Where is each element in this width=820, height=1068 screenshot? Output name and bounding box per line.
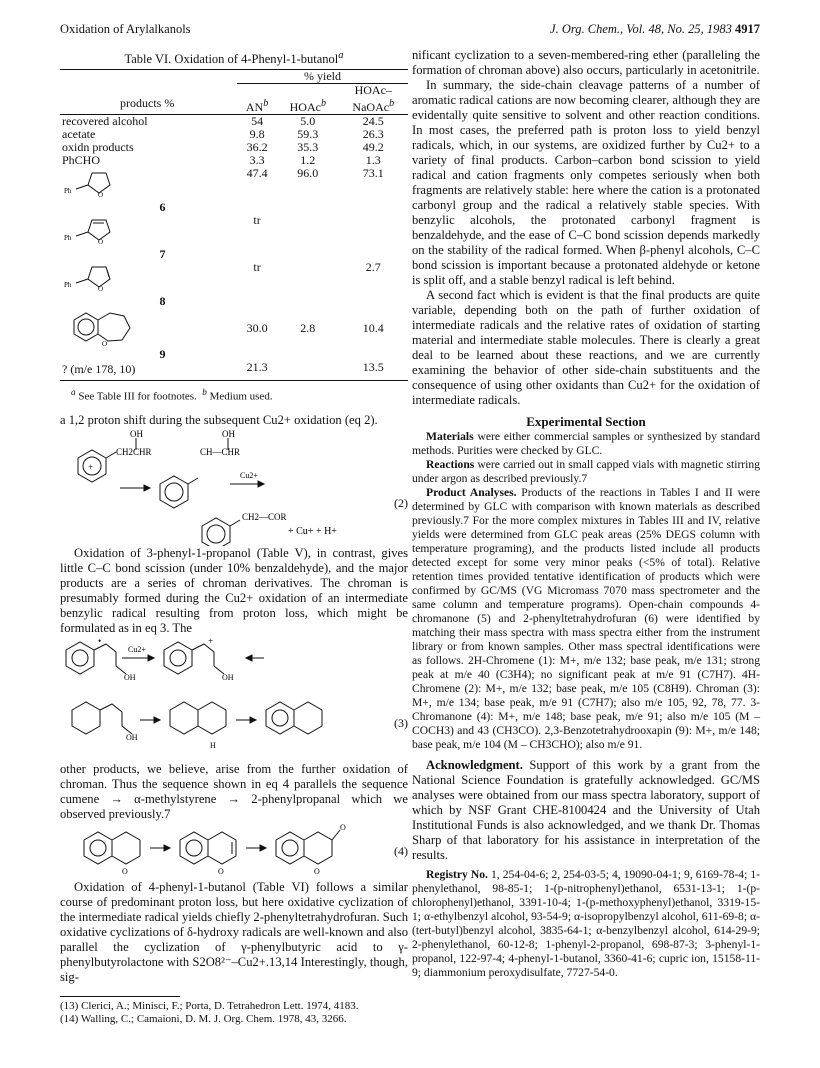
svg-text:+: + (88, 461, 94, 472)
svg-text:O: O (122, 866, 128, 876)
references (60, 996, 408, 1026)
table-footnotes: $^a$ See Table III for footnotes. $^b$ Medium used. (71, 387, 273, 403)
paragraph: Oxidation of 3-phenyl-1-propanol (Table V), in contrast, gives little C–C bond scission (under 10% benzaldehyde), and the major products are a series of chroman derivatives. The chroman is presumably formed during the Cu2+ oxidation of an intermediate benzylic radical resulting from proton loss, which might be formulated as in eq 3. The (60, 545, 408, 635)
svg-text:CH2CHR: CH2CHR (116, 446, 152, 457)
svg-text:H: H (210, 740, 216, 750)
equation-3-diagram (60, 636, 408, 762)
svg-text:Ph: Ph (64, 234, 72, 243)
table-title: Table VI. Oxidation of 4-Phenyl-1-butanol$^a$ (124, 50, 344, 67)
svg-text:O: O (98, 285, 104, 294)
paragraph: A second fact which is evident is that the final products are quite variable, depending both on the path of further oxidation of intermediate radicals and the relative rates of oxidation of starting material and intermediate stable molecules. There is clearly a great deal to be learned about these reactions, and we are currently examining the behavior of other side-chain substituents and the consequence of using other oxidants than Cu2+ for the oxidation of intermediate radicals. (412, 288, 760, 407)
equation-number: (2) (394, 495, 408, 510)
col-header-hoac: HOAc$^b$ (289, 98, 326, 115)
structure-6-diagram (62, 167, 132, 199)
paragraph: Oxidation of 4-phenyl-1-butanol (Table VI) follows a similar course of predominant proton loss, but here oxidative cyclization of the intermediate radical yields chiefly 2-phenyltetrahydrofuran. Such oxidative cyclizations of δ-hydroxy radicals are well-known and also parallel the cyclization of γ-phenylbutyric acid to γ-phenylbutyrolactone with S2O8²⁻–Cu2+.13,14 Interestingly, though, sig- (60, 879, 408, 984)
col-header-an: $AN^b$ (245, 98, 269, 115)
svg-text:CH—CHR: CH—CHR (200, 446, 241, 457)
table-row: PhCHO 3.3 1.2 1.3 (62, 153, 381, 168)
running-header-right (550, 22, 760, 37)
paragraph: Reactions were carried out in small capped vials with magnetic stirring under argon as described previously.7 (412, 458, 760, 485)
running-header-left: Oxidation of Arylalkanols (60, 22, 191, 36)
svg-text:Cu2+: Cu2+ (240, 470, 258, 480)
svg-text:O: O (340, 822, 346, 832)
table-6 (60, 69, 408, 381)
paragraph: other products, we believe, arise from the further oxidation of chroman. Thus the sequence shown in eq 4 parallels the sequence cumene → α-methylstyrene → 2-phenylpropanal which we observed previously.7 (60, 761, 408, 821)
equation-3 (60, 636, 408, 762)
paragraph: Product Analyses. Products of the reactions in Tables I and II were determined by GLC with comparison with known materials as described previously.7 For the more complex mixtures in Tables III and IV, relative yields were determined from GLC peak areas (25% DEGS column with temperature programing), and the products listed include all products detected except for some very minor peaks (<5% of total). Relative retention times provided tentative identification of products which were confirmed by GC/MS (VG Micromass 7070 mass spectrometer and the same column and temperature programs). Open-chain compounds 4-chromanone (5) and 2-phenyltetrahydrofuran (6) were identified by matching their mass spectra with mass spectra either from the instrument library or from known samples. Other mass spectral identifications were as follows. 2H-Chromene (1): M+, m/e 132; base peak, m/e 131; strong peak at m/e 40 (C3H4); no significant peak at m/e 91 (C7H7). 4H-Chromene (2): M+, m/e 132; base peak, m/e 105 (C8H9). Chroman (3): M+, m/e 134; base peak, m/e 91 (C7H7); also m/e 105, 92, 78, 77. 3-Chromanone (4): M+, m/e 148; base peak, m/e 91; also m/e 105 (M – COCH3) and 43 (CH3CO). 2,3-Benzotetrahydrooxapin (9): M+, m/e 148; base peak, m/e 104 (M – CH3CHO); also m/e 91. (412, 486, 760, 751)
svg-text:OH: OH (130, 428, 143, 439)
equation-2 (60, 428, 408, 546)
svg-text:•: • (98, 635, 102, 646)
equation-4 (60, 822, 408, 880)
reference-item: (14) Walling, C.; Camaioni, D. M. J. Org. Chem. 1978, 43, 3266. (60, 1013, 347, 1025)
structure-9-diagram (62, 308, 162, 348)
reference-item: (13) Clerici, A.; Minisci, F.; Porta, D. Tetrahedron Lett. 1974, 4183. (60, 1000, 359, 1012)
structure-label: 6 (159, 200, 166, 215)
equation-number: (4) (394, 843, 408, 858)
col-header-products: products % (120, 96, 175, 111)
paragraph: a 1,2 proton shift during the subsequent Cu2+ oxidation (eq 2). (60, 412, 378, 427)
svg-text:OH: OH (222, 428, 235, 439)
paragraph: In summary, the side-chain cleavage patterns of a number of aromatic radical cations are now becoming clearer, although they are evidentally quite sensitive to solvent and other reaction conditions. In most cases, the preferred path is proton loss to yield benzyl radicals, which, in our systems, are oxidized further by Cu2+ to a variety of final products. Carbon–carbon bond scission to yield radical and cation fragments only competes seriously when both fragments are relatively stable: here where the cation is a protonated carbonyl group and the radical a relatively stable species. With benzylic alcohols, the protonated carbonyl fragment is benzaldehyde, and the ease of C–C bond scission depends markedly on the stability of the radical formed. When β-phenyl alcohols, C–C bond scission is important because a protonated aldehyde or ketone is split off, and a stable benzyl radical is left behind. (412, 78, 760, 287)
structure-7-diagram (62, 214, 132, 246)
svg-text:Ph: Ph (64, 187, 72, 196)
right-column (412, 48, 760, 980)
yield-header: % yield (237, 70, 408, 84)
table-row: ? (m/e 178, 10) 21.3 13.5 (60, 361, 408, 381)
table-row: recovered alcohol 54 5.0 24.5 (62, 114, 384, 129)
svg-text:OH: OH (124, 672, 136, 682)
table-row: oxidn products 36.2 35.3 49.2 (62, 140, 384, 155)
svg-text:O: O (98, 238, 104, 247)
svg-text:Ph: Ph (64, 281, 72, 290)
table-row: O Ph 47.4 96.0 73.1 (64, 166, 384, 200)
equation-2-diagram (60, 428, 408, 546)
paragraph: Materials were either commercial samples or synthesized by standard methods. Purities were checked by GLC. (412, 430, 760, 457)
paragraph: Acknowledgment. Support of this work by a grant from the National Science Foundation is gratefully acknowledged. GC/MS analyses were obtained from our mass spectra laboratory, support of which by NSF Grant CHE-8100424 and the University of Utah Institutional Funds is also acknowledged, and we thank Dr. Thomas Sharp of that laboratory for his assistance in interpretation of the results. (412, 758, 760, 862)
left-column (60, 48, 408, 985)
col-header-naoac-1: HOAc– (354, 83, 392, 98)
table-row: acetate 9.8 59.3 26.3 (62, 127, 384, 142)
svg-text:+ Cu+ + H+: + Cu+ + H+ (288, 525, 337, 537)
svg-text:CH2—COR: CH2—COR (242, 511, 287, 522)
svg-text:O: O (98, 191, 104, 200)
svg-text:OH: OH (126, 732, 138, 742)
svg-text:O: O (314, 866, 320, 876)
svg-text:OH: OH (222, 672, 234, 682)
equation-number: (3) (394, 715, 408, 730)
structure-label: 9 (159, 347, 166, 362)
structure-label: 7 (159, 247, 166, 262)
page-number: 4917 (735, 22, 760, 36)
table-row: O 30.0 2.8 10.4 (60, 308, 408, 348)
structure-label: 8 (159, 294, 166, 309)
paragraph: Registry No. 1, 254-04-6; 2, 254-03-5; 4, 19090-04-1; 9, 6169-78-4; 1-phenylethanol, 98-85-1; 1-(p-nitrophenyl)ethanol, 6531-13-1; 1-(p-chlorophenyl)ethanol, 3391-10-4; 1-(p-methoxyphenyl)ethanol, 3319-15-1; α-ethylbenzyl alcohol, 93-54-9; α-isopropylbenzyl alcohol, 611-69-8; α-(tert-butyl)benzyl alcohol, 3835-64-1; α-benzylbenzyl alcohol, 614-29-9; 2-phenylethanol, 60-12-8; 1-phenyl-2-propanol, 698-87-3; 3-phenyl-1-propanol, 122-97-4; 4-phenyl-1-butanol, 3360-41-6; cupric ion, 15158-11-9; diammonium peroxydisulfate, 7727-54-0. (412, 868, 761, 979)
col-header-naoac-2: NaOAc$^b$ (352, 98, 395, 115)
svg-text:Cu2+: Cu2+ (128, 644, 146, 654)
journal-citation: J. Org. Chem., Vol. 48, No. 25, 1983 (550, 22, 732, 36)
paragraph: nificant cyclization to a seven-membered-ring ether (paralleling the formation of chroman above) also occurs, particularly in acetonitrile. (412, 48, 760, 77)
table-row: O Ph tr 2.7 (64, 260, 381, 294)
equation-4-diagram (60, 822, 408, 880)
svg-text:O: O (218, 866, 224, 876)
section-title: Experimental Section (526, 414, 646, 429)
table-row: O Ph tr (64, 213, 261, 247)
structure-8-diagram (62, 261, 132, 293)
svg-text:O: O (102, 340, 108, 349)
svg-text:+: + (208, 635, 214, 646)
